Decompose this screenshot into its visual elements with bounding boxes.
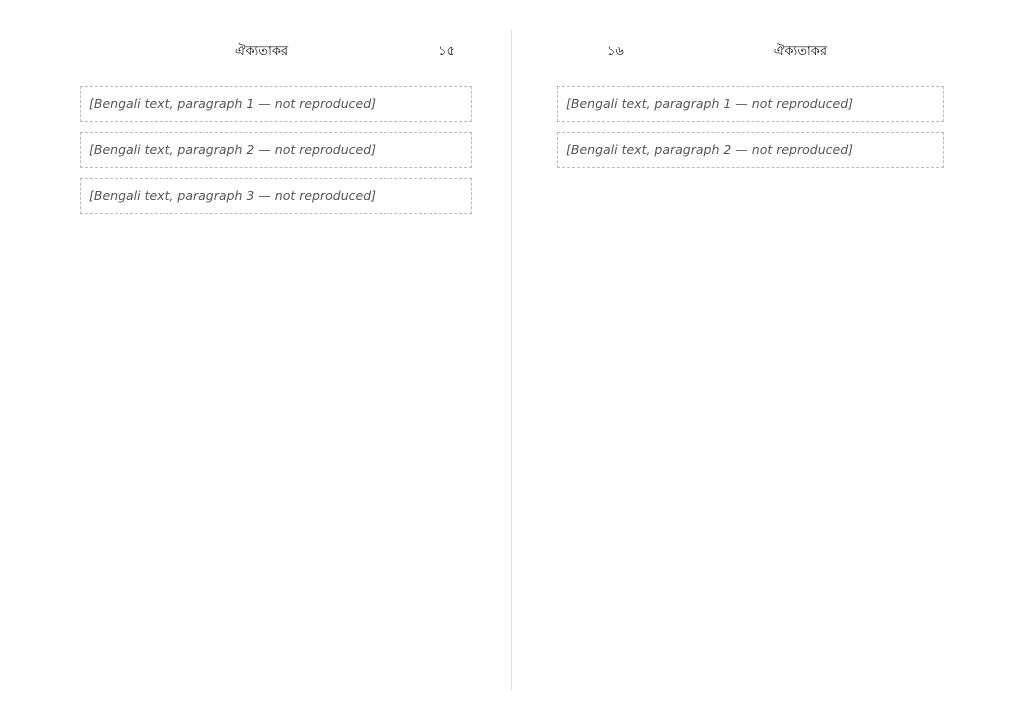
left-page-body	[80, 86, 472, 684]
left-page-number: ১৫	[438, 43, 455, 59]
left-paragraph: [Bengali text, paragraph 2 — not reproduced]	[80, 132, 472, 168]
left-running-title: ঐক্যতাকর	[235, 43, 289, 59]
left-page-header	[235, 40, 455, 64]
right-page-number: ১৬	[607, 43, 624, 59]
right-page-header	[607, 40, 827, 64]
right-running-title: ঐক্যতাকর	[773, 43, 827, 59]
left-paragraph: [Bengali text, paragraph 3 — not reproduced]	[80, 178, 472, 214]
right-page	[512, 0, 1024, 724]
right-paragraph: [Bengali text, paragraph 1 — not reproduced]	[557, 86, 944, 122]
right-paragraph: [Bengali text, paragraph 2 — not reproduced]	[557, 132, 944, 168]
right-page-body	[557, 86, 944, 684]
left-paragraph: [Bengali text, paragraph 1 — not reproduced]	[80, 86, 472, 122]
